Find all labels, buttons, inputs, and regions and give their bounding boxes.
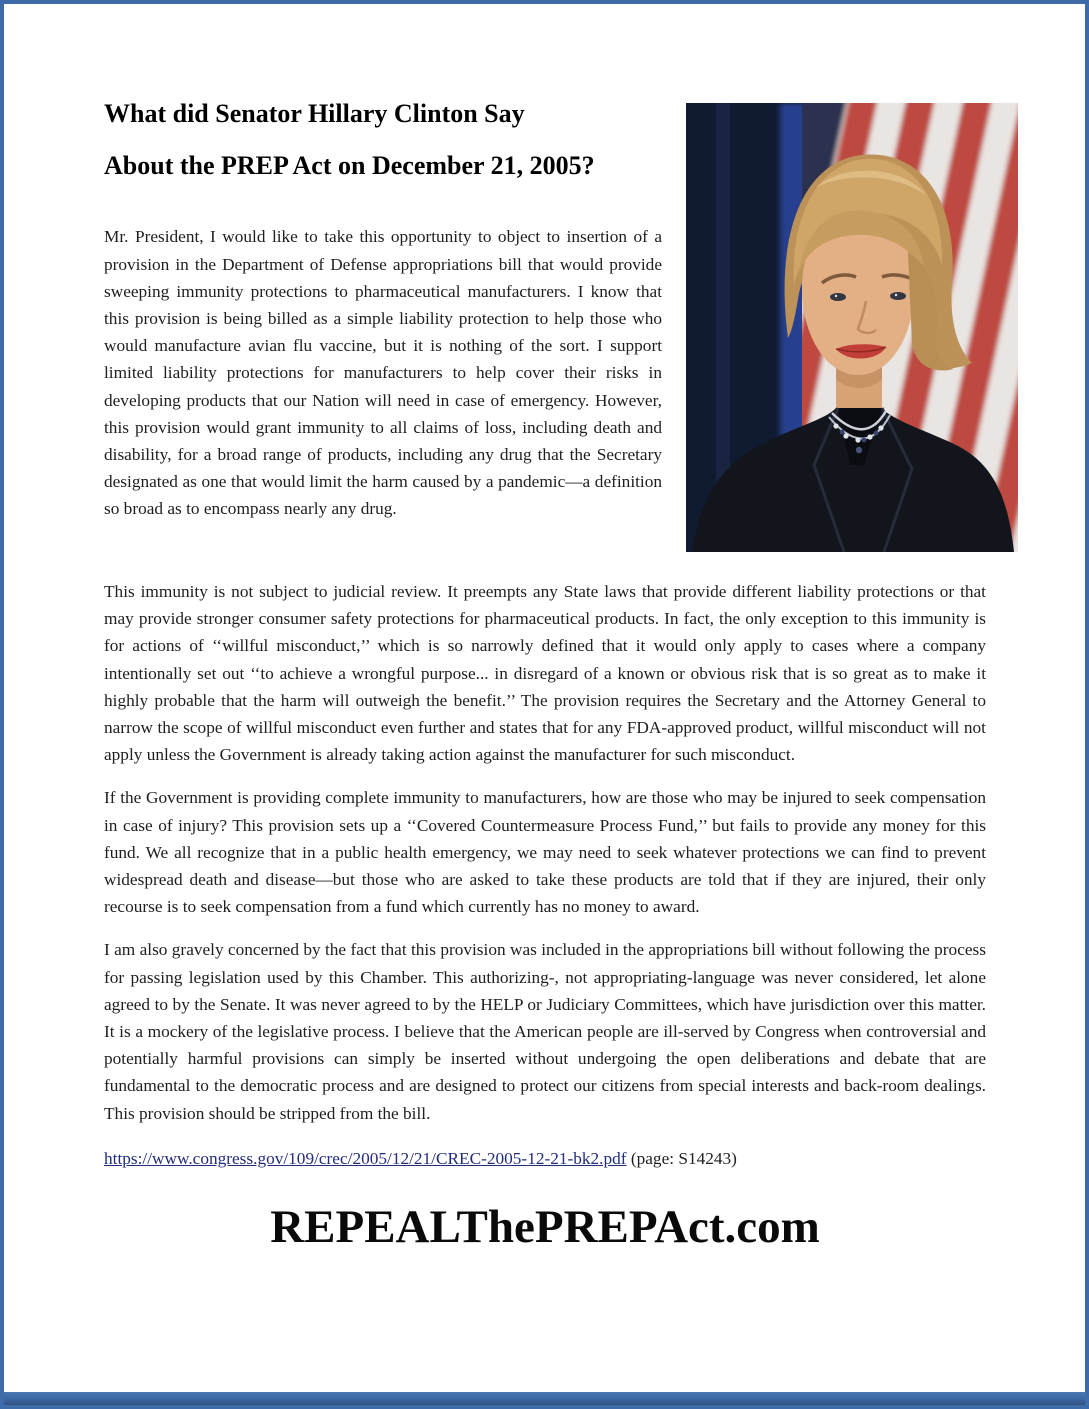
footer-site-title: REPEALThePREPAct.com — [270, 1200, 820, 1253]
page-bottom-border — [4, 1392, 1085, 1405]
clinton-photo-illustration — [686, 103, 1018, 552]
paragraph-compensation-fund: If the Government is providing complete immunity to manufacturers, how are those who may be injured to seek compensation in case of injury? This provision sets up a ‘‘Covered Countermeasure Process Fund,’’ but fails to provide any money for this fund. We all recognize that in a public health emergency, we may need to seek whatever protections we can find to prevent widespread death and disease—but those who are asked to take these products are told that if they are injured, their only recourse is to seek compensation from a fund which currently has no money to award. — [104, 788, 986, 917]
source-citation-line — [104, 1145, 986, 1172]
title-line-2: About the PREP Act on December 21, 2005? — [104, 151, 595, 181]
title-line-1: What did Senator Hillary Clinton Say — [104, 99, 525, 128]
paragraph-legislative-process: I am also gravely concerned by the fact that this provision was included in the appropriations bill without following the process for passing legislation used by this Chamber. This authorizing-, not appropriating-language was never considered, let alone agreed to by the Senate. It was never agreed to by the HELP or Judiciary Committees, which have jurisdiction over this matter. It is a mockery of the legislative process. I believe that the American people are ill-served by Congress when controversial and potentially harmful provisions can simply be inserted without undergoing the open deliberations and debate that are fundamental to the democratic process and are designed to protect our citizens from special interests and back-room dealings. This provision should be stripped from the bill. — [104, 940, 986, 1123]
clinton-portrait-photo — [686, 103, 1018, 552]
congress-record-link[interactable]: https://www.congress.gov/109/crec/2005/12/21/CREC-2005-12-21-bk2.pdf — [104, 1148, 627, 1168]
page-title — [104, 98, 674, 181]
source-page-reference: (page: S14243) — [626, 1148, 737, 1168]
paragraph-objection-intro: Mr. President, I would like to take this opportunity to object to insertion of a provision in the Department of Defense appropriations bill that would provide sweeping immunity protections to pharmaceutical manufacturers. I know that this provision is being billed as a simple liability protection to help those who would manufacture avian flu vaccine, but it is nothing of the sort. I support limited liability protections for manufacturers to help cover their risks in developing products that our Nation will need in case of emergency. However, this provision would grant immunity to all claims of loss, including death and disability, for a broad range of products, including any drug that the Secretary designated as one that would limit the harm caused by a pandemic—a definition so broad as to encompass nearly any drug. — [104, 227, 662, 519]
paragraph-judicial-review: This immunity is not subject to judicial review. It preempts any State laws that provide different liability protections or that may provide stronger consumer safety protections for pharmaceutical products. In fact, the only exception to this immunity is for actions of ‘‘willful misconduct,’’ which is so narrowly defined that it would only apply to cases where a company intentionally set out ‘‘to achieve a wrongful purpose... in disregard of a known or obvious risk that is so great as to make it highly probable that the harm will outweigh the benefit.’’ The provision requires the Secretary and the Attorney General to narrow the scope of willful misconduct even further and states that for any FDA-approved product, willful misconduct will not apply unless the Government is already taking action against the manufacturer for such misconduct. — [104, 582, 986, 765]
